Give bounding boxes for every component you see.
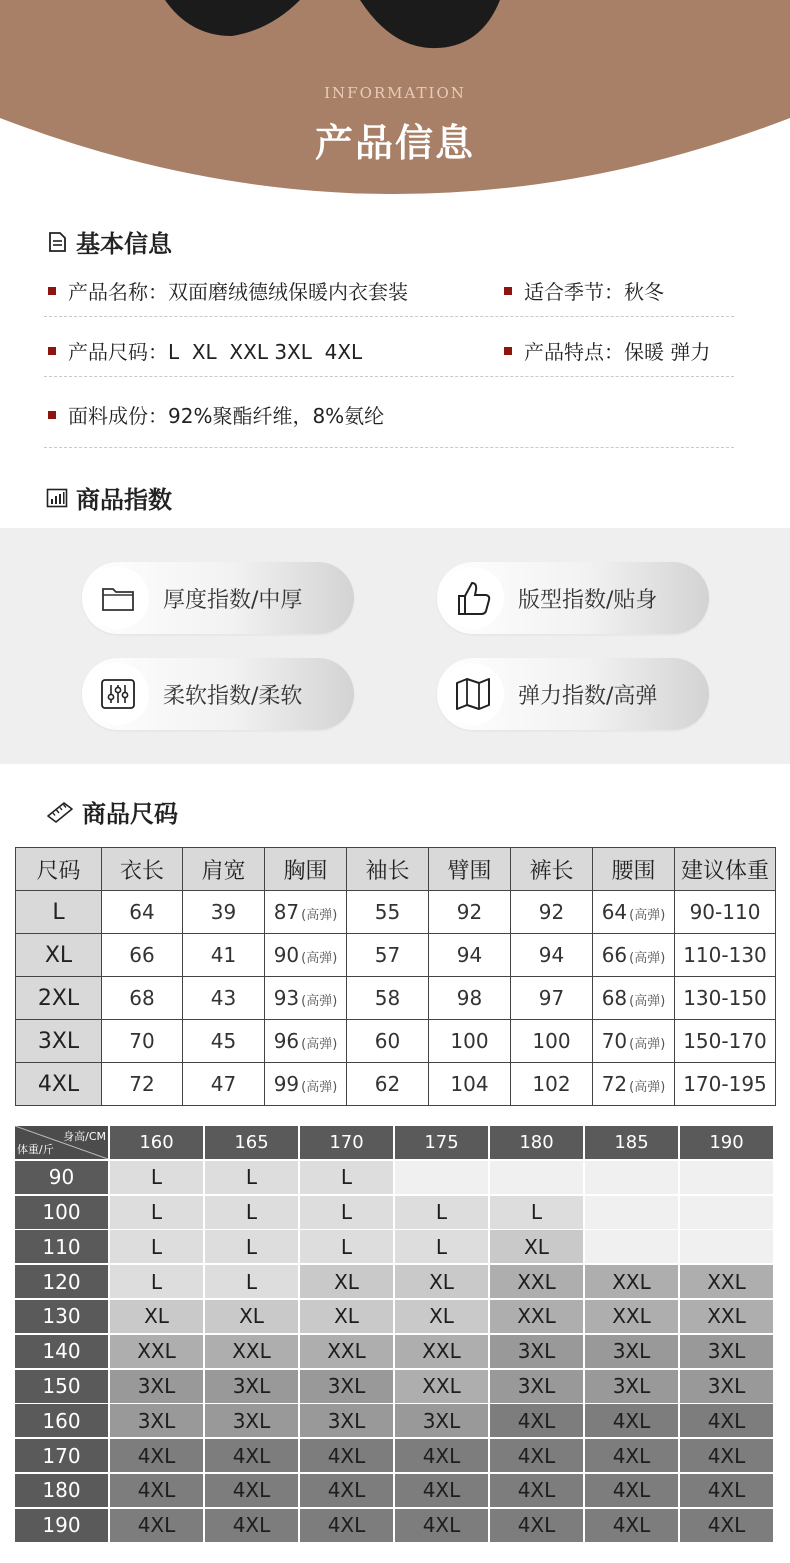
chart-size-cell: L bbox=[205, 1161, 298, 1194]
high-elastic-note: (高弹) bbox=[301, 1037, 338, 1052]
chart-size-cell: 4XL bbox=[205, 1509, 298, 1542]
chart-height-header: 165 bbox=[205, 1126, 298, 1159]
chart-weight-header: 190 bbox=[15, 1509, 108, 1542]
dashed-divider bbox=[44, 316, 734, 317]
cell-value: 70 bbox=[129, 1029, 155, 1053]
chart-height-header: 175 bbox=[395, 1126, 488, 1159]
chart-weight-header: 90 bbox=[15, 1161, 108, 1194]
chart-size-cell: L bbox=[300, 1230, 393, 1263]
size-value-cell bbox=[102, 934, 183, 977]
chart-size-cell: 4XL bbox=[300, 1439, 393, 1472]
chart-row bbox=[15, 1161, 775, 1196]
high-elastic-note: (高弹) bbox=[301, 994, 338, 1009]
chart-size-cell: 3XL bbox=[110, 1370, 203, 1403]
chart-size-cell: 4XL bbox=[395, 1509, 488, 1542]
chart-size-cell: XL bbox=[395, 1265, 488, 1298]
chart-size-cell: XXL bbox=[680, 1265, 773, 1298]
chart-size-cell: XXL bbox=[680, 1300, 773, 1333]
chart-size-cell: 3XL bbox=[300, 1404, 393, 1437]
index-pill-elasticity bbox=[437, 658, 709, 730]
chart-height-header: 160 bbox=[110, 1126, 203, 1159]
info-season bbox=[504, 276, 664, 305]
cell-value: 64 bbox=[601, 900, 628, 924]
cell-value: L bbox=[52, 899, 65, 925]
chart-weight-header: 170 bbox=[15, 1439, 108, 1472]
chart-size-cell: XXL bbox=[110, 1335, 203, 1368]
chart-size-cell: 4XL bbox=[300, 1509, 393, 1542]
cell-value: 68 bbox=[601, 986, 628, 1010]
cell-value: 60 bbox=[374, 1029, 401, 1053]
size-table-row bbox=[16, 977, 776, 1020]
cell-value: XL bbox=[44, 942, 73, 968]
bullet-square bbox=[48, 411, 56, 419]
chart-row bbox=[15, 1474, 775, 1509]
size-value-cell bbox=[265, 1063, 347, 1106]
cell-value: 110-130 bbox=[683, 943, 767, 967]
info-fabric-text: 面料成份：92%聚酯纤维，8%氨纶 bbox=[68, 404, 385, 428]
size-value-cell bbox=[265, 1020, 347, 1063]
chart-size-cell: L bbox=[300, 1196, 393, 1229]
cell-value: 100 bbox=[450, 1029, 489, 1053]
index-pill-softness bbox=[82, 658, 354, 730]
index-title: 商品指数 bbox=[76, 486, 172, 514]
cell-value: 92 bbox=[456, 900, 483, 924]
info-season-text: 适合季节：秋冬 bbox=[524, 280, 664, 304]
chart-size-cell: 4XL bbox=[585, 1404, 678, 1437]
info-banner bbox=[0, 0, 790, 200]
chart-row bbox=[15, 1370, 775, 1405]
chart-header-row bbox=[15, 1126, 775, 1161]
size-heading bbox=[46, 794, 178, 829]
cell-value: 92 bbox=[538, 900, 565, 924]
chart-size-cell: 4XL bbox=[490, 1439, 583, 1472]
cell-value: 72 bbox=[601, 1072, 628, 1096]
size-value-cell bbox=[593, 977, 675, 1020]
chart-size-cell: XL bbox=[300, 1265, 393, 1298]
chart-size-cell: L bbox=[110, 1196, 203, 1229]
chart-size-cell: L bbox=[110, 1230, 203, 1263]
chart-size-cell bbox=[585, 1196, 678, 1229]
header-cell: 胸围 bbox=[265, 848, 347, 891]
chart-size-cell: 3XL bbox=[490, 1370, 583, 1403]
sliders-icon bbox=[87, 663, 149, 725]
chart-size-cell: 4XL bbox=[585, 1439, 678, 1472]
chart-size-cell: 3XL bbox=[205, 1404, 298, 1437]
cell-value: 93 bbox=[273, 986, 300, 1010]
chart-size-cell: L bbox=[205, 1196, 298, 1229]
chart-weight-header: 160 bbox=[15, 1404, 108, 1437]
cell-value: 58 bbox=[374, 986, 401, 1010]
cell-value: 70 bbox=[601, 1029, 628, 1053]
folded-map-icon bbox=[442, 663, 504, 725]
size-recommendation-chart bbox=[15, 1126, 775, 1544]
index-pill-label: 厚度指数/中厚 bbox=[163, 587, 303, 613]
cell-value: 170-195 bbox=[683, 1072, 767, 1096]
size-value-cell bbox=[511, 1063, 593, 1106]
chart-row bbox=[15, 1196, 775, 1231]
chart-size-cell: 4XL bbox=[205, 1474, 298, 1507]
chart-size-cell: 4XL bbox=[490, 1474, 583, 1507]
size-table-row bbox=[16, 1020, 776, 1063]
chart-size-cell: 4XL bbox=[205, 1439, 298, 1472]
cell-value: 55 bbox=[374, 900, 401, 924]
chart-size-cell: XXL bbox=[585, 1265, 678, 1298]
high-elastic-note: (高弹) bbox=[301, 1080, 338, 1095]
header-cell: 裤长 bbox=[511, 848, 593, 891]
chart-size-cell: L bbox=[300, 1161, 393, 1194]
high-elastic-note: (高弹) bbox=[629, 951, 666, 966]
chart-size-cell: L bbox=[490, 1196, 583, 1229]
corner-height-label: 身高/CM bbox=[63, 1130, 106, 1143]
cell-value: 98 bbox=[456, 986, 483, 1010]
size-value-cell bbox=[102, 1020, 183, 1063]
cell-value: 57 bbox=[374, 943, 401, 967]
cell-value: 104 bbox=[450, 1072, 489, 1096]
index-pill-label: 柔软指数/柔软 bbox=[163, 683, 303, 709]
chart-size-cell: 4XL bbox=[680, 1509, 773, 1542]
chart-size-cell: 3XL bbox=[395, 1404, 488, 1437]
cell-value: 97 bbox=[538, 986, 565, 1010]
chart-height-header: 170 bbox=[300, 1126, 393, 1159]
cell-value: 96 bbox=[273, 1029, 300, 1053]
size-value-cell bbox=[593, 1020, 675, 1063]
size-value-cell bbox=[593, 934, 675, 977]
dashed-divider bbox=[44, 376, 734, 377]
size-value-cell bbox=[183, 977, 265, 1020]
size-value-cell bbox=[675, 934, 776, 977]
chart-size-cell: XXL bbox=[395, 1370, 488, 1403]
header-cell: 尺码 bbox=[16, 848, 102, 891]
size-value-cell bbox=[347, 977, 429, 1020]
header-cell: 建议体重 bbox=[675, 848, 776, 891]
chart-size-cell bbox=[680, 1161, 773, 1194]
index-heading bbox=[46, 480, 172, 515]
size-table-header-row bbox=[16, 848, 776, 891]
cell-value: 90 bbox=[273, 943, 300, 967]
cell-value: 94 bbox=[456, 943, 483, 967]
chart-size-cell: 3XL bbox=[680, 1370, 773, 1403]
chart-size-cell: L bbox=[395, 1230, 488, 1263]
chart-size-cell bbox=[395, 1161, 488, 1194]
info-features-text: 产品特点：保暖 弹力 bbox=[524, 340, 711, 364]
chart-size-cell: 3XL bbox=[585, 1335, 678, 1368]
cell-value: 66 bbox=[601, 943, 628, 967]
info-product-name-text: 产品名称：双面磨绒德绒保暖内衣套装 bbox=[68, 280, 408, 304]
size-value-cell bbox=[183, 1063, 265, 1106]
bullet-square bbox=[504, 347, 512, 355]
banner-title-cn: 产品信息 bbox=[314, 121, 475, 165]
size-value-cell bbox=[593, 1063, 675, 1106]
cell-value: 62 bbox=[374, 1072, 401, 1096]
chart-row bbox=[15, 1335, 775, 1370]
info-product-name bbox=[48, 276, 408, 305]
chart-weight-header: 120 bbox=[15, 1265, 108, 1298]
cell-value: 64 bbox=[129, 900, 155, 924]
bar-chart-icon bbox=[46, 487, 68, 509]
size-value-cell bbox=[102, 977, 183, 1020]
chart-size-cell: L bbox=[205, 1230, 298, 1263]
size-value-cell bbox=[429, 891, 511, 934]
chart-size-cell: XL bbox=[300, 1300, 393, 1333]
high-elastic-note: (高弹) bbox=[629, 994, 666, 1009]
chart-weight-header: 140 bbox=[15, 1335, 108, 1368]
chart-size-cell: L bbox=[205, 1265, 298, 1298]
chart-weight-header: 110 bbox=[15, 1230, 108, 1263]
chart-height-header: 185 bbox=[585, 1126, 678, 1159]
header-cell: 衣长 bbox=[102, 848, 183, 891]
size-value-cell bbox=[102, 891, 183, 934]
basic-info-title: 基本信息 bbox=[76, 230, 172, 258]
chart-size-cell: 3XL bbox=[300, 1370, 393, 1403]
chart-size-cell bbox=[680, 1196, 773, 1229]
chart-size-cell: L bbox=[110, 1265, 203, 1298]
size-value-cell bbox=[511, 891, 593, 934]
size-table bbox=[15, 847, 776, 1106]
chart-size-cell: 4XL bbox=[490, 1404, 583, 1437]
chart-size-cell: 3XL bbox=[585, 1370, 678, 1403]
chart-size-cell: 4XL bbox=[680, 1404, 773, 1437]
basic-info-heading bbox=[46, 224, 172, 259]
size-value-cell bbox=[511, 977, 593, 1020]
size-label-cell bbox=[16, 977, 102, 1020]
header-cell: 肩宽 bbox=[183, 848, 265, 891]
chart-size-cell: XXL bbox=[300, 1335, 393, 1368]
chart-size-cell: 4XL bbox=[395, 1474, 488, 1507]
size-value-cell bbox=[347, 1020, 429, 1063]
high-elastic-note: (高弹) bbox=[629, 1037, 666, 1052]
cell-value: 3XL bbox=[37, 1028, 80, 1054]
chart-row bbox=[15, 1300, 775, 1335]
size-table-row bbox=[16, 934, 776, 977]
high-elastic-note: (高弹) bbox=[629, 908, 666, 923]
document-icon bbox=[46, 231, 68, 253]
chart-size-cell: XL bbox=[110, 1300, 203, 1333]
size-value-cell bbox=[347, 1063, 429, 1106]
chart-row bbox=[15, 1265, 775, 1300]
chart-size-cell: 4XL bbox=[110, 1439, 203, 1472]
cell-value: 68 bbox=[129, 986, 155, 1010]
size-value-cell bbox=[675, 1063, 776, 1106]
size-table-row bbox=[16, 1063, 776, 1106]
cell-value: 43 bbox=[210, 986, 237, 1010]
size-value-cell bbox=[511, 934, 593, 977]
chart-size-cell: 4XL bbox=[680, 1474, 773, 1507]
size-value-cell bbox=[102, 1063, 183, 1106]
chart-size-cell: XXL bbox=[490, 1265, 583, 1298]
chart-size-cell: 4XL bbox=[110, 1509, 203, 1542]
cell-value: 102 bbox=[532, 1072, 571, 1096]
size-label-cell bbox=[16, 934, 102, 977]
size-value-cell bbox=[429, 1020, 511, 1063]
size-value-cell bbox=[183, 891, 265, 934]
high-elastic-note: (高弹) bbox=[301, 951, 338, 966]
chart-size-cell bbox=[585, 1161, 678, 1194]
cell-value: 99 bbox=[273, 1072, 300, 1096]
cell-value: 2XL bbox=[37, 985, 80, 1011]
cell-value: 72 bbox=[129, 1072, 155, 1096]
chart-size-cell: XL bbox=[205, 1300, 298, 1333]
info-sizes bbox=[48, 336, 362, 365]
chart-size-cell bbox=[680, 1230, 773, 1263]
size-value-cell bbox=[183, 934, 265, 977]
info-sizes-text: 产品尺码：L XL XXL 3XL 4XL bbox=[68, 340, 363, 364]
chart-row bbox=[15, 1230, 775, 1265]
size-label-cell bbox=[16, 1020, 102, 1063]
chart-weight-header: 100 bbox=[15, 1196, 108, 1229]
chart-size-cell: XL bbox=[395, 1300, 488, 1333]
chart-size-cell: 4XL bbox=[395, 1439, 488, 1472]
chart-size-cell: L bbox=[395, 1196, 488, 1229]
index-pill-fit bbox=[437, 562, 709, 634]
cell-value: 87 bbox=[273, 900, 300, 924]
thumbs-up-icon bbox=[442, 567, 504, 629]
size-value-cell bbox=[429, 1063, 511, 1106]
chart-weight-header: 150 bbox=[15, 1370, 108, 1403]
size-label-cell bbox=[16, 1063, 102, 1106]
chart-size-cell: 4XL bbox=[585, 1474, 678, 1507]
high-elastic-note: (高弹) bbox=[301, 908, 338, 923]
chart-size-cell bbox=[490, 1161, 583, 1194]
chart-row bbox=[15, 1404, 775, 1439]
cell-value: 66 bbox=[129, 943, 155, 967]
cell-value: 150-170 bbox=[683, 1029, 767, 1053]
folder-icon bbox=[87, 567, 149, 629]
chart-row bbox=[15, 1439, 775, 1474]
cell-value: 100 bbox=[532, 1029, 571, 1053]
corner-weight-label: 体重/斤 bbox=[17, 1143, 54, 1156]
chart-size-cell: 3XL bbox=[680, 1335, 773, 1368]
index-pill-thickness bbox=[82, 562, 354, 634]
chart-size-cell: XXL bbox=[205, 1335, 298, 1368]
chart-size-cell: 3XL bbox=[110, 1404, 203, 1437]
cell-value: 45 bbox=[210, 1029, 237, 1053]
chart-height-header: 190 bbox=[680, 1126, 773, 1159]
dashed-divider bbox=[44, 447, 734, 448]
bullet-square bbox=[48, 347, 56, 355]
chart-size-cell: XXL bbox=[585, 1300, 678, 1333]
bullet-square bbox=[504, 287, 512, 295]
cell-value: 39 bbox=[210, 900, 237, 924]
size-label-cell bbox=[16, 891, 102, 934]
size-value-cell bbox=[511, 1020, 593, 1063]
info-features bbox=[504, 336, 710, 365]
size-value-cell bbox=[265, 934, 347, 977]
header-cell: 臂围 bbox=[429, 848, 511, 891]
chart-weight-header: 130 bbox=[15, 1300, 108, 1333]
chart-size-cell: XL bbox=[490, 1230, 583, 1263]
chart-height-header: 180 bbox=[490, 1126, 583, 1159]
size-value-cell bbox=[265, 977, 347, 1020]
chart-size-cell: 4XL bbox=[585, 1509, 678, 1542]
cell-value: 41 bbox=[210, 943, 237, 967]
cell-value: 130-150 bbox=[683, 986, 767, 1010]
chart-size-cell: XXL bbox=[395, 1335, 488, 1368]
cell-value: 47 bbox=[210, 1072, 237, 1096]
high-elastic-note: (高弹) bbox=[629, 1080, 666, 1095]
size-value-cell bbox=[675, 1020, 776, 1063]
header-cell: 腰围 bbox=[593, 848, 675, 891]
chart-weight-header: 180 bbox=[15, 1474, 108, 1507]
size-title: 商品尺码 bbox=[82, 800, 178, 828]
chart-size-cell: XXL bbox=[490, 1300, 583, 1333]
size-value-cell bbox=[347, 934, 429, 977]
size-value-cell bbox=[429, 977, 511, 1020]
chart-corner-cell bbox=[15, 1126, 108, 1159]
chart-size-cell: 4XL bbox=[300, 1474, 393, 1507]
ruler-icon bbox=[46, 801, 74, 823]
banner-title-en: INFORMATION bbox=[324, 84, 466, 102]
bullet-square bbox=[48, 287, 56, 295]
header-cell: 袖长 bbox=[347, 848, 429, 891]
size-table-row bbox=[16, 891, 776, 934]
size-value-cell bbox=[347, 891, 429, 934]
size-value-cell bbox=[183, 1020, 265, 1063]
chart-size-cell: L bbox=[110, 1161, 203, 1194]
chart-size-cell: 3XL bbox=[490, 1335, 583, 1368]
chart-size-cell: 4XL bbox=[490, 1509, 583, 1542]
info-fabric bbox=[48, 400, 384, 429]
index-pill-label: 版型指数/贴身 bbox=[518, 587, 658, 613]
index-pill-label: 弹力指数/高弹 bbox=[518, 683, 658, 709]
size-value-cell bbox=[675, 977, 776, 1020]
chart-size-cell: 4XL bbox=[680, 1439, 773, 1472]
chart-size-cell bbox=[585, 1230, 678, 1263]
chart-row bbox=[15, 1509, 775, 1544]
chart-size-cell: 4XL bbox=[110, 1474, 203, 1507]
size-value-cell bbox=[675, 891, 776, 934]
chart-size-cell: 3XL bbox=[205, 1370, 298, 1403]
size-value-cell bbox=[265, 891, 347, 934]
size-value-cell bbox=[429, 934, 511, 977]
size-value-cell bbox=[593, 891, 675, 934]
cell-value: 4XL bbox=[37, 1071, 80, 1097]
cell-value: 90-110 bbox=[689, 900, 761, 924]
cell-value: 94 bbox=[538, 943, 565, 967]
